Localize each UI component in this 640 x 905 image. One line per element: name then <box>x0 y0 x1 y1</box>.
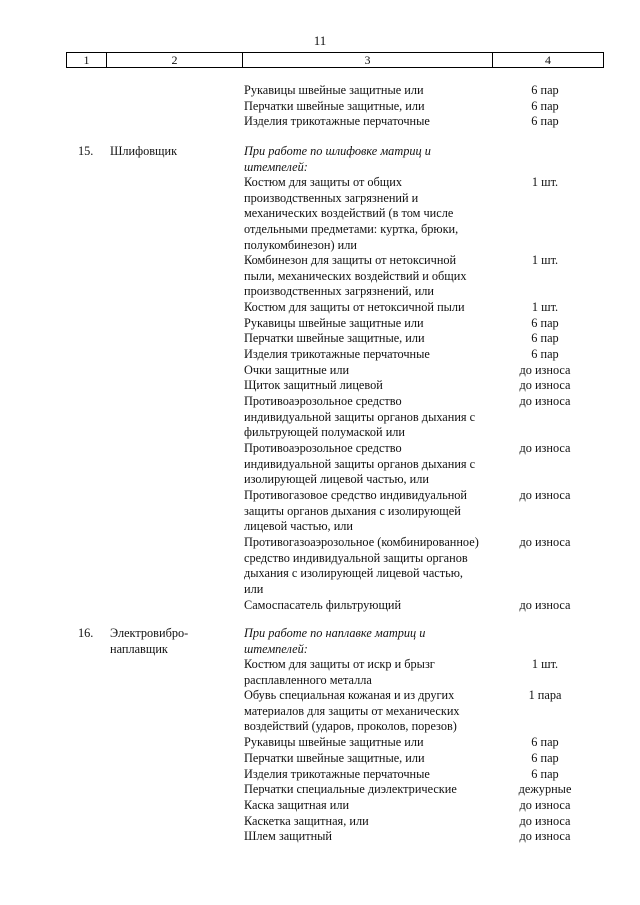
item-qty: 6 пар <box>531 347 559 361</box>
item-text: Костюм для защиты от общих производственных загрязнений и механических воздействий (в том числе отдельными предметами: куртка, брюки, полукомбинезон) или <box>244 175 459 252</box>
item-qty: 1 шт. <box>531 300 559 314</box>
item-text: Рукавицы швейные защитные или <box>244 735 424 749</box>
profession-line-1: Электровибро- <box>110 626 189 640</box>
item-text: Костюм для защиты от нетоксичной пыли <box>244 300 465 314</box>
item-qty: 6 пар <box>531 114 559 128</box>
item-qty: 6 пар <box>531 767 559 781</box>
item-text: Комбинезон для защиты от нетоксичной пыли, механических воздействий и общих производственных загрязнений, или <box>244 253 467 299</box>
profession-line-2: наплавщик <box>110 641 168 656</box>
item-qty: до износа <box>519 598 571 612</box>
item-text: Изделия трикотажные перчаточные <box>244 767 430 781</box>
item-qty: 1 шт. <box>531 175 559 189</box>
item-text: Перчатки специальные диэлектрические <box>244 782 457 796</box>
item-text: Шлем защитный <box>244 829 333 843</box>
item-text: Перчатки швейные защитные, или <box>244 99 425 113</box>
table-header <box>66 52 604 68</box>
item-text: Перчатки швейные защитные, или <box>244 751 425 765</box>
item-qty: 1 пара <box>528 688 562 702</box>
item-text: Очки защитные или <box>244 363 350 377</box>
item-text: Костюм для защиты от искр и брызг расплавленного металла <box>244 657 435 687</box>
page-number: 11 <box>313 33 327 48</box>
item-qty: до износа <box>519 394 571 408</box>
item-text: Рукавицы швейные защитные или <box>244 83 424 97</box>
item-text: Противогазовое средство индивидуальной защиты органов дыхания с изолирующей лицевой частью, или <box>244 488 468 534</box>
item-text: Каскетка защитная, или <box>244 814 369 828</box>
item-qty: 6 пар <box>531 83 559 97</box>
item-qty: 6 пар <box>531 316 559 330</box>
item-qty: 6 пар <box>531 99 559 113</box>
item-text: Рукавицы швейные защитные или <box>244 316 424 330</box>
item-qty: до износа <box>519 363 571 377</box>
item-qty: до износа <box>519 441 571 455</box>
entry-number: 15. <box>78 144 94 158</box>
item-text: Самоспасатель фильтрующий <box>244 598 402 612</box>
item-text: Противогазоаэрозольное (комбинированное) средство индивидуальной защиты органов дыхания с изолирующей лицевой частью, или <box>244 535 479 597</box>
work-condition: При работе по шлифовке матриц и штемпелей: <box>244 144 431 174</box>
item-qty: до износа <box>519 378 571 392</box>
header-col-4: 4 <box>545 53 551 67</box>
profession: Шлифовщик <box>110 144 178 158</box>
item-text: Противоаэрозольное средство индивидуальной защиты органов дыхания с фильтрующей полумаской или <box>244 394 476 440</box>
work-condition: При работе по наплавке матриц и штемпелей: <box>244 626 426 656</box>
item-qty: дежурные <box>518 782 572 796</box>
item-qty: 6 пар <box>531 735 559 749</box>
item-text: Противоаэрозольное средство индивидуальной защиты органов дыхания с изолирующей лицевой частью, или <box>244 441 476 487</box>
item-qty: 1 шт. <box>531 253 559 267</box>
item-text: Щиток защитный лицевой <box>244 378 383 392</box>
item-qty: 6 пар <box>531 751 559 765</box>
profession <box>110 626 188 657</box>
item-qty: до износа <box>519 798 571 812</box>
item-text: Изделия трикотажные перчаточные <box>244 347 430 361</box>
item-text: Изделия трикотажные перчаточные <box>244 114 430 128</box>
item-qty: 6 пар <box>531 331 559 345</box>
item-qty: до износа <box>519 488 571 502</box>
entry-number: 16. <box>78 626 94 640</box>
header-col-3: 3 <box>243 53 493 67</box>
item-text: Перчатки швейные защитные, или <box>244 331 425 345</box>
item-qty: 1 шт. <box>531 657 559 671</box>
item-text: Каска защитная или <box>244 798 350 812</box>
item-qty: до износа <box>519 814 571 828</box>
item-qty: до износа <box>519 535 571 549</box>
header-col-2: 2 <box>107 53 243 67</box>
header-col-1: 1 <box>67 53 107 67</box>
item-text: Обувь специальная кожаная и из других материалов для защиты от механических воздействий (ударов, проколов, порезов) <box>244 688 460 734</box>
item-qty: до износа <box>519 829 571 843</box>
